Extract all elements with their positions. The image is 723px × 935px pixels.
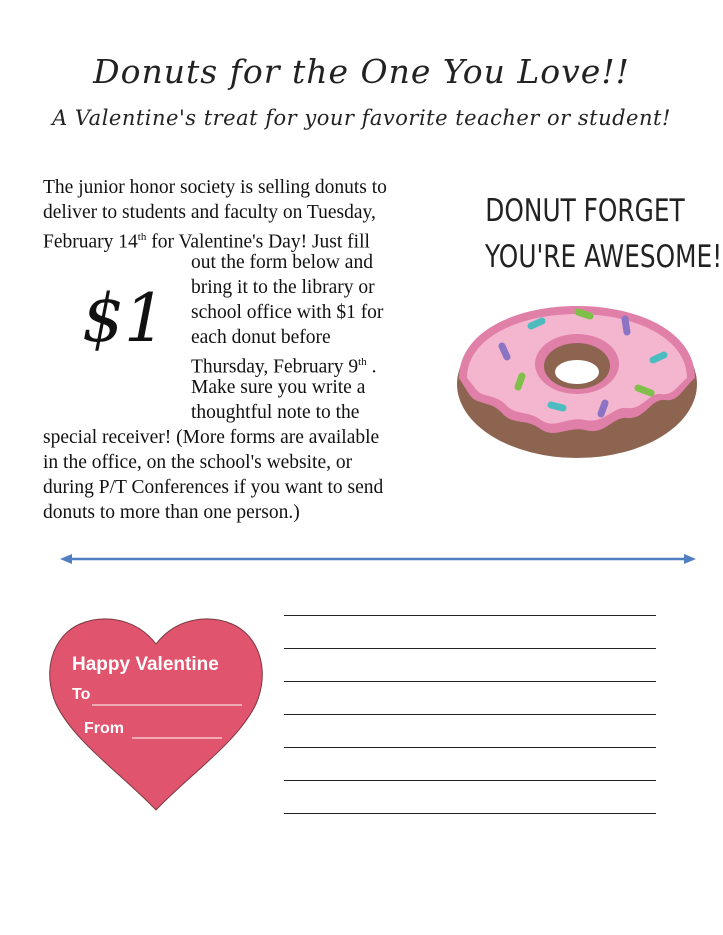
note-line[interactable] xyxy=(284,714,656,715)
note-line[interactable] xyxy=(284,813,656,814)
page-title: Donuts for the One You Love!! xyxy=(93,52,630,91)
price-label: $1 xyxy=(82,280,166,357)
text: Thursday, February 9 xyxy=(191,356,359,378)
slogan-line: DONUT FORGET xyxy=(485,193,685,229)
body-line: Make sure you write a xyxy=(191,377,366,398)
donut-illustration xyxy=(455,302,705,462)
body-line: out the form below and xyxy=(191,252,373,273)
note-line[interactable] xyxy=(284,648,656,649)
body-line: in the office, on the school's website, or xyxy=(43,452,353,473)
heart-to-label: To xyxy=(72,686,91,703)
note-line[interactable] xyxy=(284,747,656,748)
body-line: special receiver! (More forms are available xyxy=(43,427,380,448)
text: for Valentine's Day! Just fill xyxy=(146,231,370,253)
body-line: deliver to students and faculty on Tuesday, xyxy=(43,202,376,223)
body-line: The junior honor society is selling donuts to xyxy=(43,177,387,198)
slogan xyxy=(485,188,723,280)
superscript: th xyxy=(358,356,367,368)
body-line: each donut before xyxy=(191,327,331,348)
page-subtitle: A Valentine's treat for your favorite teacher or student! xyxy=(52,106,671,130)
text: February 14 xyxy=(43,231,138,253)
note-line[interactable] xyxy=(284,615,656,616)
valentine-heart-tag xyxy=(44,612,268,812)
note-line[interactable] xyxy=(284,681,656,682)
body-line: bring it to the library or xyxy=(191,277,375,298)
superscript: th xyxy=(137,231,147,243)
heart-title: Happy Valentine xyxy=(72,654,219,675)
body-line: during P/T Conferences if you want to send xyxy=(43,477,384,498)
heart-from-label: From xyxy=(84,720,124,737)
note-line[interactable] xyxy=(284,780,656,781)
divider-arrow xyxy=(58,551,698,567)
slogan-line: YOU'RE AWESOME! xyxy=(485,239,723,275)
body-line: donuts to more than one person.) xyxy=(43,502,300,523)
body-line: school office with $1 for xyxy=(191,302,384,323)
body-line: thoughtful note to the xyxy=(191,402,360,423)
text: . xyxy=(366,356,377,378)
